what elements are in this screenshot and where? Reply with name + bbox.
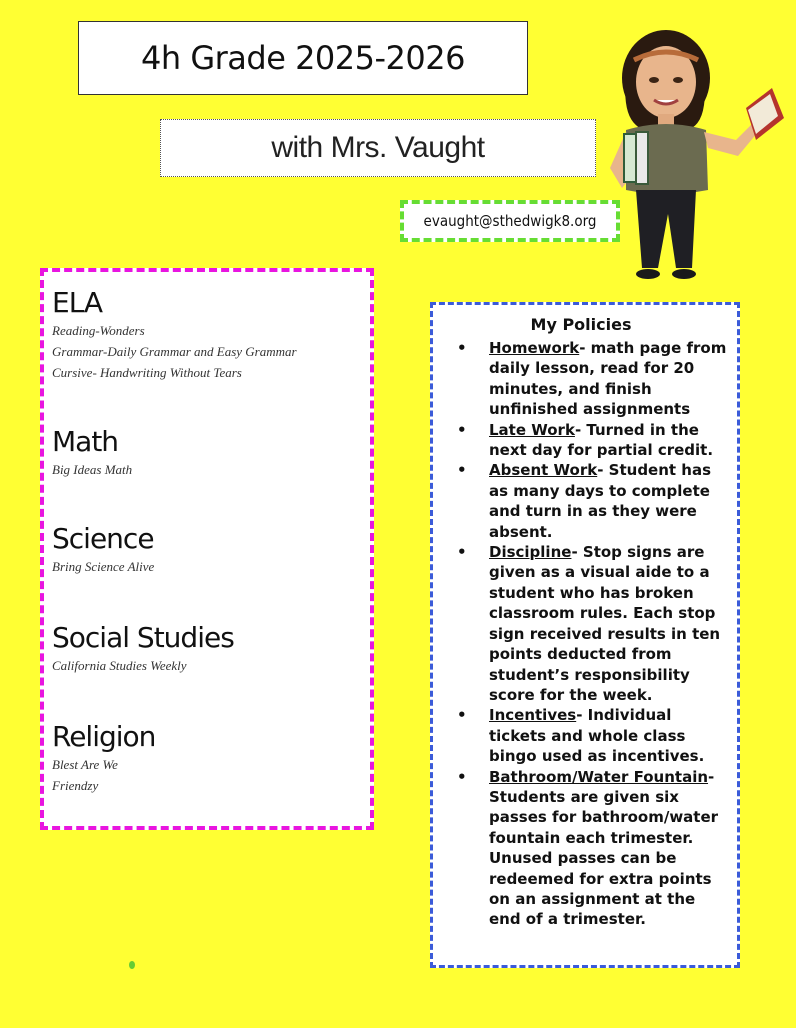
policies-list [447, 338, 727, 930]
teacher-avatar-icon [596, 18, 790, 288]
subject-resource: California Studies Weekly [52, 658, 187, 673]
policy-term: Bathroom/Water Fountain [489, 767, 709, 786]
subject-science [52, 522, 370, 577]
teacher-email[interactable]: evaught@sthedwigk8.org [400, 200, 620, 242]
policy-incentives [447, 705, 727, 766]
subject-resource: Grammar-Daily Grammar and Easy Grammar [52, 344, 297, 359]
subject-resource: Reading-Wonders [52, 323, 145, 338]
policy-discipline [447, 542, 727, 705]
teacher-name: with Mrs. Vaught [160, 119, 596, 177]
subject-resource: Blest Are We [52, 757, 118, 772]
policy-homework [447, 338, 727, 420]
policy-late-work [447, 420, 727, 461]
policy-text: - Student has as many days to complete and turn in as they were absent. [489, 461, 712, 541]
subject-religion [52, 720, 370, 796]
subject-resource: Cursive- Handwriting Without Tears [52, 365, 242, 380]
policy-term: Incentives [489, 706, 577, 725]
policy-bathroom [447, 767, 727, 930]
subject-resource: Bring Science Alive [52, 559, 155, 574]
subject-title: Science [52, 522, 154, 555]
policy-term: Absent Work [489, 461, 598, 480]
subject-title: Social Studies [52, 621, 234, 654]
page-title: 4h Grade 2025-2026 [78, 21, 528, 95]
decorative-dot-icon [129, 961, 135, 969]
subject-social-studies [52, 621, 370, 676]
subject-resource: Friendzy [52, 778, 99, 793]
subjects-panel [40, 268, 374, 830]
policy-text: - Students are given six passes for bathroom/water fountain each trimester. Unused passes can be redeemed for extra points on an assignment at the end of a trimester. [489, 767, 719, 929]
subject-title: ELA [52, 286, 103, 319]
policy-term: Late Work [489, 420, 575, 439]
subject-ela [52, 286, 370, 383]
policy-text: - Stop signs are given as a visual aide to a student who has broken classroom rules. Each stop sign received results in ten points deducted from student’s responsibility score for the week. [489, 543, 721, 704]
policy-term: Discipline [489, 543, 572, 562]
policy-term: Homework [489, 339, 580, 357]
subject-resource: Big Ideas Math [52, 462, 133, 477]
policies-title: My Policies [530, 315, 632, 334]
policy-text: - math page from daily lesson, read for 20 minutes, and finish unfinished assignments [489, 339, 727, 419]
policy-text: - Individual tickets and whole class bingo used as incentives. [489, 706, 705, 766]
subject-title: Math [52, 425, 119, 458]
policy-text: - Turned in the next day for partial credit. [489, 420, 714, 460]
policy-absent-work [447, 460, 727, 542]
subject-title: Religion [52, 720, 156, 753]
policies-panel [430, 302, 740, 968]
subject-math [52, 425, 370, 480]
